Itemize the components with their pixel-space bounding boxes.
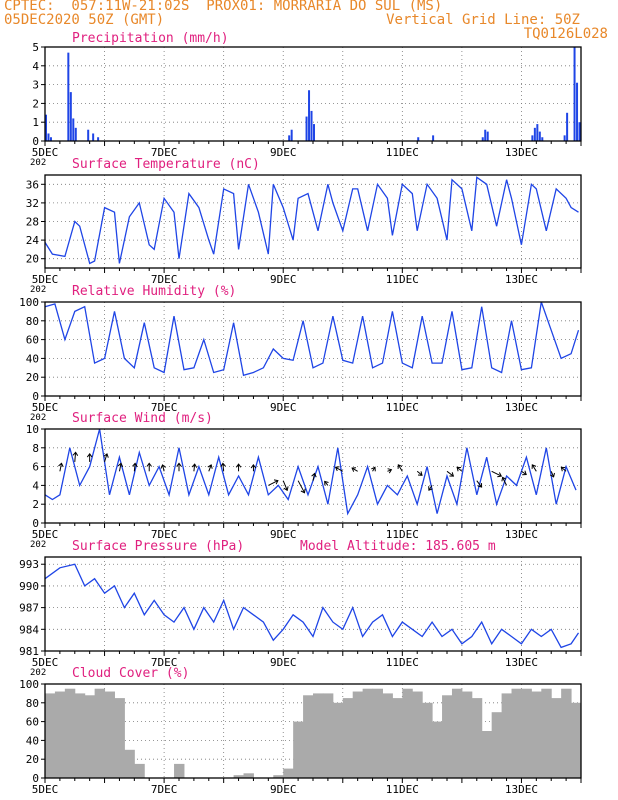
x-tick-label: 5DEC <box>31 146 59 159</box>
precip-bar <box>539 132 541 141</box>
x-tick-label: 11DEC <box>385 146 419 159</box>
x-tick-label: 7DEC <box>150 273 178 286</box>
cloud-bar <box>293 722 303 778</box>
y-tick-label: 0 <box>32 390 39 403</box>
wind-arrow <box>177 463 182 471</box>
x-tick-label: 5DEC <box>31 401 59 414</box>
precip-bar <box>313 124 315 141</box>
y-tick-label: 993 <box>19 558 39 572</box>
y-tick-label: 32 <box>25 196 39 210</box>
cloud-bar <box>105 692 115 778</box>
precip-bar <box>534 128 536 141</box>
precip-bar <box>67 53 69 141</box>
x-tick-label: 9DEC <box>269 401 297 414</box>
y-tick-label: 20 <box>25 753 39 767</box>
header-date: 05DEC2020 50Z (GMT) <box>4 12 165 28</box>
cloud-bar <box>75 693 85 778</box>
cloud-bar <box>174 764 184 778</box>
y-tick-label: 6 <box>32 460 39 474</box>
precip-bar <box>291 130 293 141</box>
y-tick-label: 80 <box>25 696 39 710</box>
precip-title: Precipitation (mm/h) <box>72 31 229 46</box>
y-tick-label: 24 <box>25 234 39 248</box>
wind-arrow <box>59 463 64 471</box>
cloud-bar <box>134 764 144 778</box>
y-tick-label: 2 <box>32 498 39 512</box>
x-year-label: 202 <box>30 285 47 295</box>
y-tick-label: 8 <box>32 441 39 455</box>
x-year-label: 202 <box>30 158 47 168</box>
x-year-label: 202 <box>30 668 47 678</box>
cloud-bar <box>531 692 541 778</box>
wind-arrow <box>457 467 462 471</box>
cloud-bar <box>452 689 462 778</box>
cloud-bar <box>244 773 254 778</box>
x-tick-label: 13DEC <box>504 783 539 796</box>
cloud-bar <box>382 693 392 778</box>
x-tick-label: 7DEC <box>150 783 178 796</box>
precip-bar <box>311 111 313 141</box>
y-tick-label: 4 <box>32 479 39 493</box>
precip-bar <box>87 130 89 141</box>
wind-arrow <box>336 467 343 472</box>
wind-arrow <box>492 471 502 477</box>
cloud-bar <box>502 693 512 778</box>
wind-arrow <box>352 468 358 472</box>
cloud-bar <box>412 692 422 778</box>
precip-bar <box>574 47 576 141</box>
cloud-bar <box>551 698 561 778</box>
wind-arrow <box>236 464 241 471</box>
precip-bar <box>536 124 538 141</box>
precip-bar <box>564 135 566 141</box>
y-tick-label: 981 <box>19 645 39 658</box>
pres-series-line <box>45 564 579 647</box>
y-tick-label: 0 <box>32 135 39 148</box>
y-tick-label: 10 <box>25 423 39 436</box>
precip-bar <box>531 135 533 141</box>
x-tick-label: 11DEC <box>385 401 419 414</box>
x-tick-label: 7DEC <box>150 528 178 541</box>
x-tick-label: 13DEC <box>504 273 539 286</box>
x-tick-label: 5DEC <box>31 656 59 669</box>
header-model-id: TQ0126L028 <box>523 26 608 42</box>
y-tick-label: 990 <box>19 579 39 593</box>
x-tick-label: 5DEC <box>31 528 59 541</box>
x-tick-label: 11DEC <box>385 528 419 541</box>
cloud-bar <box>95 689 105 778</box>
y-tick-label: 28 <box>25 215 39 229</box>
wind-arrow <box>371 467 375 471</box>
wind-arrow <box>147 463 152 471</box>
precip-bar <box>579 122 581 141</box>
cloud-bar <box>442 695 452 778</box>
rh-title: Relative Humidity (%) <box>72 284 237 299</box>
cloud-bar <box>343 698 353 778</box>
wind-arrow <box>325 481 329 485</box>
x-tick-label: 13DEC <box>504 656 539 669</box>
wind-arrow <box>161 465 166 471</box>
y-tick-label: 0 <box>32 772 39 785</box>
wind-arrow <box>398 465 402 471</box>
x-tick-label: 13DEC <box>504 528 539 541</box>
cloud-bar <box>303 695 313 778</box>
cloud-bar <box>373 689 383 778</box>
x-year-label: 202 <box>30 540 47 550</box>
x-tick-label: 13DEC <box>504 401 539 414</box>
wind-arrow <box>283 481 288 491</box>
precip-bar <box>432 135 434 141</box>
y-tick-label: 4 <box>32 59 39 73</box>
cloud-bar <box>392 698 402 778</box>
x-tick-label: 9DEC <box>269 783 297 796</box>
precip-bar <box>306 117 308 141</box>
x-tick-label: 7DEC <box>150 146 178 159</box>
x-tick-label: 9DEC <box>269 273 297 286</box>
cloud-bar <box>323 693 333 778</box>
wind-arrow <box>417 471 422 475</box>
wind-title: Surface Wind (m/s) <box>72 411 213 426</box>
y-tick-label: 100 <box>19 296 39 309</box>
y-tick-label: 80 <box>25 314 39 328</box>
x-tick-label: 9DEC <box>269 146 297 159</box>
precip-bar <box>75 128 77 141</box>
y-tick-label: 60 <box>25 333 39 347</box>
cloud-bar <box>482 731 492 778</box>
precip-bar <box>566 113 568 141</box>
y-tick-label: 984 <box>19 623 39 637</box>
pres-title: Surface Pressure (hPa) <box>72 539 245 554</box>
cloud-bar <box>541 689 551 778</box>
rh-series-line <box>45 302 579 375</box>
x-tick-label: 7DEC <box>150 656 178 669</box>
y-tick-label: 36 <box>25 178 39 192</box>
cloud-bar <box>45 693 55 778</box>
cloud-bar <box>85 695 95 778</box>
rh-frame <box>45 302 581 396</box>
x-tick-label: 11DEC <box>385 783 419 796</box>
y-tick-label: 5 <box>32 41 39 54</box>
wind-arrow <box>532 465 536 471</box>
pres-altitude-label: Model Altitude: 185.605 m <box>300 539 496 554</box>
x-tick-label: 5DEC <box>31 783 59 796</box>
y-tick-label: 3 <box>32 78 39 92</box>
x-tick-label: 5DEC <box>31 273 59 286</box>
precip-bar <box>288 135 290 141</box>
y-tick-label: 20 <box>25 371 39 385</box>
y-tick-label: 0 <box>32 517 39 530</box>
cloud-bar <box>472 698 482 778</box>
cloud-bar <box>353 692 363 778</box>
wind-arrow <box>268 480 278 486</box>
cloud-bar <box>422 703 432 778</box>
precip-bar <box>92 133 94 141</box>
precip-bar <box>72 118 74 141</box>
wind-arrow <box>387 469 391 473</box>
cloud-panel <box>19 666 618 796</box>
x-tick-label: 9DEC <box>269 656 297 669</box>
cloud-bar <box>492 712 502 778</box>
y-tick-label: 40 <box>25 734 39 748</box>
cloud-bar <box>402 689 412 778</box>
cloud-bar <box>363 689 373 778</box>
cloud-bar <box>561 689 571 778</box>
pres-panel <box>19 539 618 678</box>
cloud-bar <box>124 750 134 778</box>
precip-bar <box>47 133 49 141</box>
x-tick-label: 11DEC <box>385 273 419 286</box>
cloud-bar <box>313 693 323 778</box>
header-grid-note: Vertical Grid Line: 50Z <box>386 12 580 28</box>
wind-arrow <box>192 464 197 471</box>
cloud-bar <box>114 698 124 778</box>
temp-title: Surface Temperature (nC) <box>72 157 260 172</box>
cloud-bar <box>55 692 65 778</box>
precip-panel <box>30 31 618 168</box>
cloud-bar <box>512 689 522 778</box>
cloud-bar <box>333 703 343 778</box>
y-tick-label: 100 <box>19 678 39 691</box>
y-tick-label: 40 <box>25 352 39 366</box>
wind-panel <box>26 411 618 550</box>
y-tick-label: 987 <box>19 601 39 615</box>
cloud-bar <box>521 689 531 778</box>
cloud-bar <box>432 722 442 778</box>
cloud-bar <box>283 769 293 778</box>
precip-bar <box>484 130 486 141</box>
x-tick-label: 9DEC <box>269 528 297 541</box>
wind-arrow <box>208 465 212 471</box>
x-tick-label: 7DEC <box>150 401 178 414</box>
rh-panel <box>19 284 618 423</box>
header-line1: CPTEC: 057:11W-21:02S PROX01: MORRARIA DO SUL (MS) <box>4 0 443 14</box>
temp-series-line <box>45 177 579 263</box>
x-tick-label: 11DEC <box>385 656 419 669</box>
x-year-label: 202 <box>30 413 47 423</box>
cloud-bar <box>571 703 581 778</box>
precip-bar <box>308 90 310 141</box>
cloud-bar <box>462 692 472 778</box>
cloud-title: Cloud Cover (%) <box>72 666 190 681</box>
y-tick-label: 1 <box>32 116 39 130</box>
precip-bar <box>576 83 578 141</box>
wind-arrow <box>521 471 526 475</box>
precip-bar <box>70 92 72 141</box>
wind-arrow <box>447 471 453 476</box>
y-tick-label: 20 <box>25 252 39 266</box>
wind-series-line <box>45 429 576 514</box>
y-tick-label: 2 <box>32 97 39 111</box>
precip-bar <box>487 132 489 141</box>
cloud-bar <box>65 689 75 778</box>
temp-panel <box>26 157 618 295</box>
x-tick-label: 13DEC <box>504 146 539 159</box>
y-tick-label: 60 <box>25 715 39 729</box>
